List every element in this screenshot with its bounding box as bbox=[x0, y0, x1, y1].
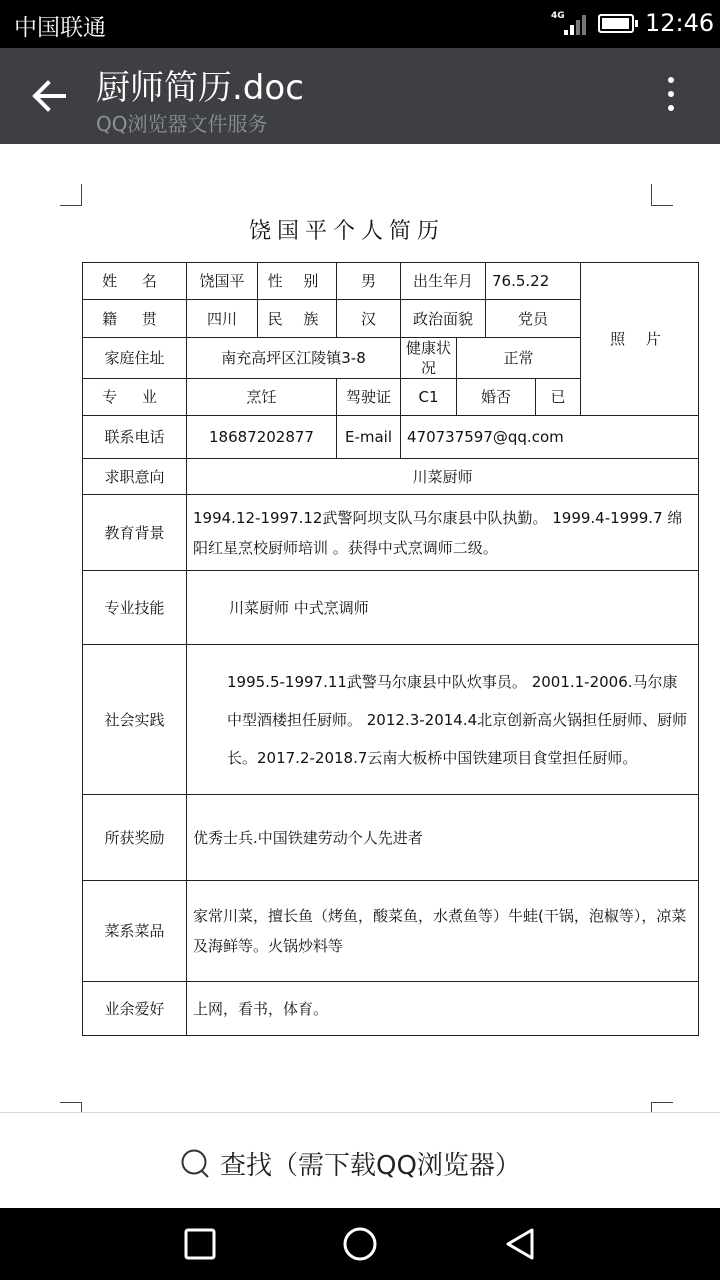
search-icon bbox=[180, 1148, 210, 1178]
value-skills: 川菜厨师 中式烹调师 bbox=[187, 571, 699, 645]
label-political: 政治面貌 bbox=[401, 300, 486, 338]
label-birth: 出生年月 bbox=[401, 263, 486, 300]
resume-table bbox=[82, 262, 699, 1036]
find-button[interactable] bbox=[180, 1143, 521, 1183]
page-corner-mark bbox=[60, 184, 82, 206]
label-phone: 联系电话 bbox=[83, 416, 187, 459]
label-education: 教育背景 bbox=[83, 495, 187, 571]
label-email: E-mail bbox=[337, 416, 401, 459]
label-intent: 求职意向 bbox=[83, 459, 187, 495]
value-phone: 18687202877 bbox=[187, 416, 337, 459]
value-awards: 优秀士兵.中国铁建劳动个人先进者 bbox=[187, 795, 699, 881]
label-major: 专 业 bbox=[83, 379, 187, 416]
label-hobbies: 业余爱好 bbox=[83, 982, 187, 1036]
value-major: 烹饪 bbox=[187, 379, 337, 416]
value-marital: 已 bbox=[536, 379, 581, 416]
value-health: 正常 bbox=[457, 338, 581, 379]
more-vert-icon[interactable] bbox=[656, 74, 686, 118]
label-name: 姓 名 bbox=[83, 263, 187, 300]
value-political: 党员 bbox=[486, 300, 581, 338]
label-ethnic: 民 族 bbox=[258, 300, 337, 338]
label-native: 籍 贯 bbox=[83, 300, 187, 338]
label-skills: 专业技能 bbox=[83, 571, 187, 645]
triangle-icon[interactable] bbox=[500, 1224, 540, 1264]
page-corner-mark bbox=[651, 184, 673, 206]
circle-icon[interactable] bbox=[340, 1224, 380, 1264]
label-practice: 社会实践 bbox=[83, 645, 187, 795]
resume-title: 饶国平个人简历 bbox=[248, 219, 445, 244]
value-email: 470737597@qq.com bbox=[401, 416, 699, 459]
square-icon[interactable] bbox=[180, 1224, 220, 1264]
network-type: 4G bbox=[551, 11, 565, 21]
value-name: 饶国平 bbox=[187, 263, 258, 300]
page-corner-mark bbox=[651, 1102, 673, 1112]
arrow-left-icon[interactable] bbox=[28, 74, 72, 118]
value-license: C1 bbox=[401, 379, 457, 416]
navigation-bar bbox=[0, 1208, 720, 1280]
page-corner-mark bbox=[60, 1102, 82, 1112]
value-birth: 76.5.22 bbox=[486, 263, 581, 300]
value-gender: 男 bbox=[337, 263, 401, 300]
find-bar bbox=[0, 1112, 720, 1208]
carrier-name: 中国联通 bbox=[14, 15, 106, 41]
status-bar bbox=[0, 0, 720, 48]
value-address: 南充高坪区江陵镇3-8 bbox=[187, 338, 401, 379]
document-title: 厨师简历.doc bbox=[96, 68, 304, 108]
signal-icon bbox=[550, 12, 588, 36]
value-intent: 川菜厨师 bbox=[187, 459, 699, 495]
clock: 12:46 bbox=[645, 9, 715, 37]
document-view[interactable] bbox=[0, 144, 720, 1112]
label-license: 驾驶证 bbox=[337, 379, 401, 416]
document-subtitle: QQ浏览器文件服务 bbox=[96, 112, 268, 136]
value-practice: 1995.5-1997.11武警马尔康县中队炊事员。 2001.1-2006.马尔康中型酒楼担任厨师。 2012.3-2014.4北京创新高火锅担任厨师、厨师长。2017.2-2018.7云南大板桥中国铁建项目食堂担任厨师。 bbox=[187, 645, 699, 795]
label-health: 健康状况 bbox=[401, 338, 457, 379]
battery-icon bbox=[598, 14, 634, 33]
label-address: 家庭住址 bbox=[83, 338, 187, 379]
label-gender: 性 别 bbox=[258, 263, 337, 300]
value-cuisine: 家常川菜，擅长鱼（烤鱼，酸菜鱼，水煮鱼等）牛蛙(干锅，泡椒等），凉菜及海鲜等。火锅炒料等 bbox=[187, 881, 699, 982]
photo-cell: 照 片 bbox=[581, 263, 699, 416]
label-marital: 婚否 bbox=[457, 379, 536, 416]
app-bar bbox=[0, 48, 720, 144]
label-cuisine: 菜系菜品 bbox=[83, 881, 187, 982]
value-hobbies: 上网，看书，体育。 bbox=[187, 982, 699, 1036]
find-label: 查找（需下载QQ浏览器） bbox=[220, 1150, 521, 1181]
value-education: 1994.12-1997.12武警阿坝支队马尔康县中队执勤。 1999.4-1999.7 绵阳红星烹校厨师培训 。获得中式烹调师二级。 bbox=[187, 495, 699, 571]
value-ethnic: 汉 bbox=[337, 300, 401, 338]
label-awards: 所获奖励 bbox=[83, 795, 187, 881]
value-native: 四川 bbox=[187, 300, 258, 338]
